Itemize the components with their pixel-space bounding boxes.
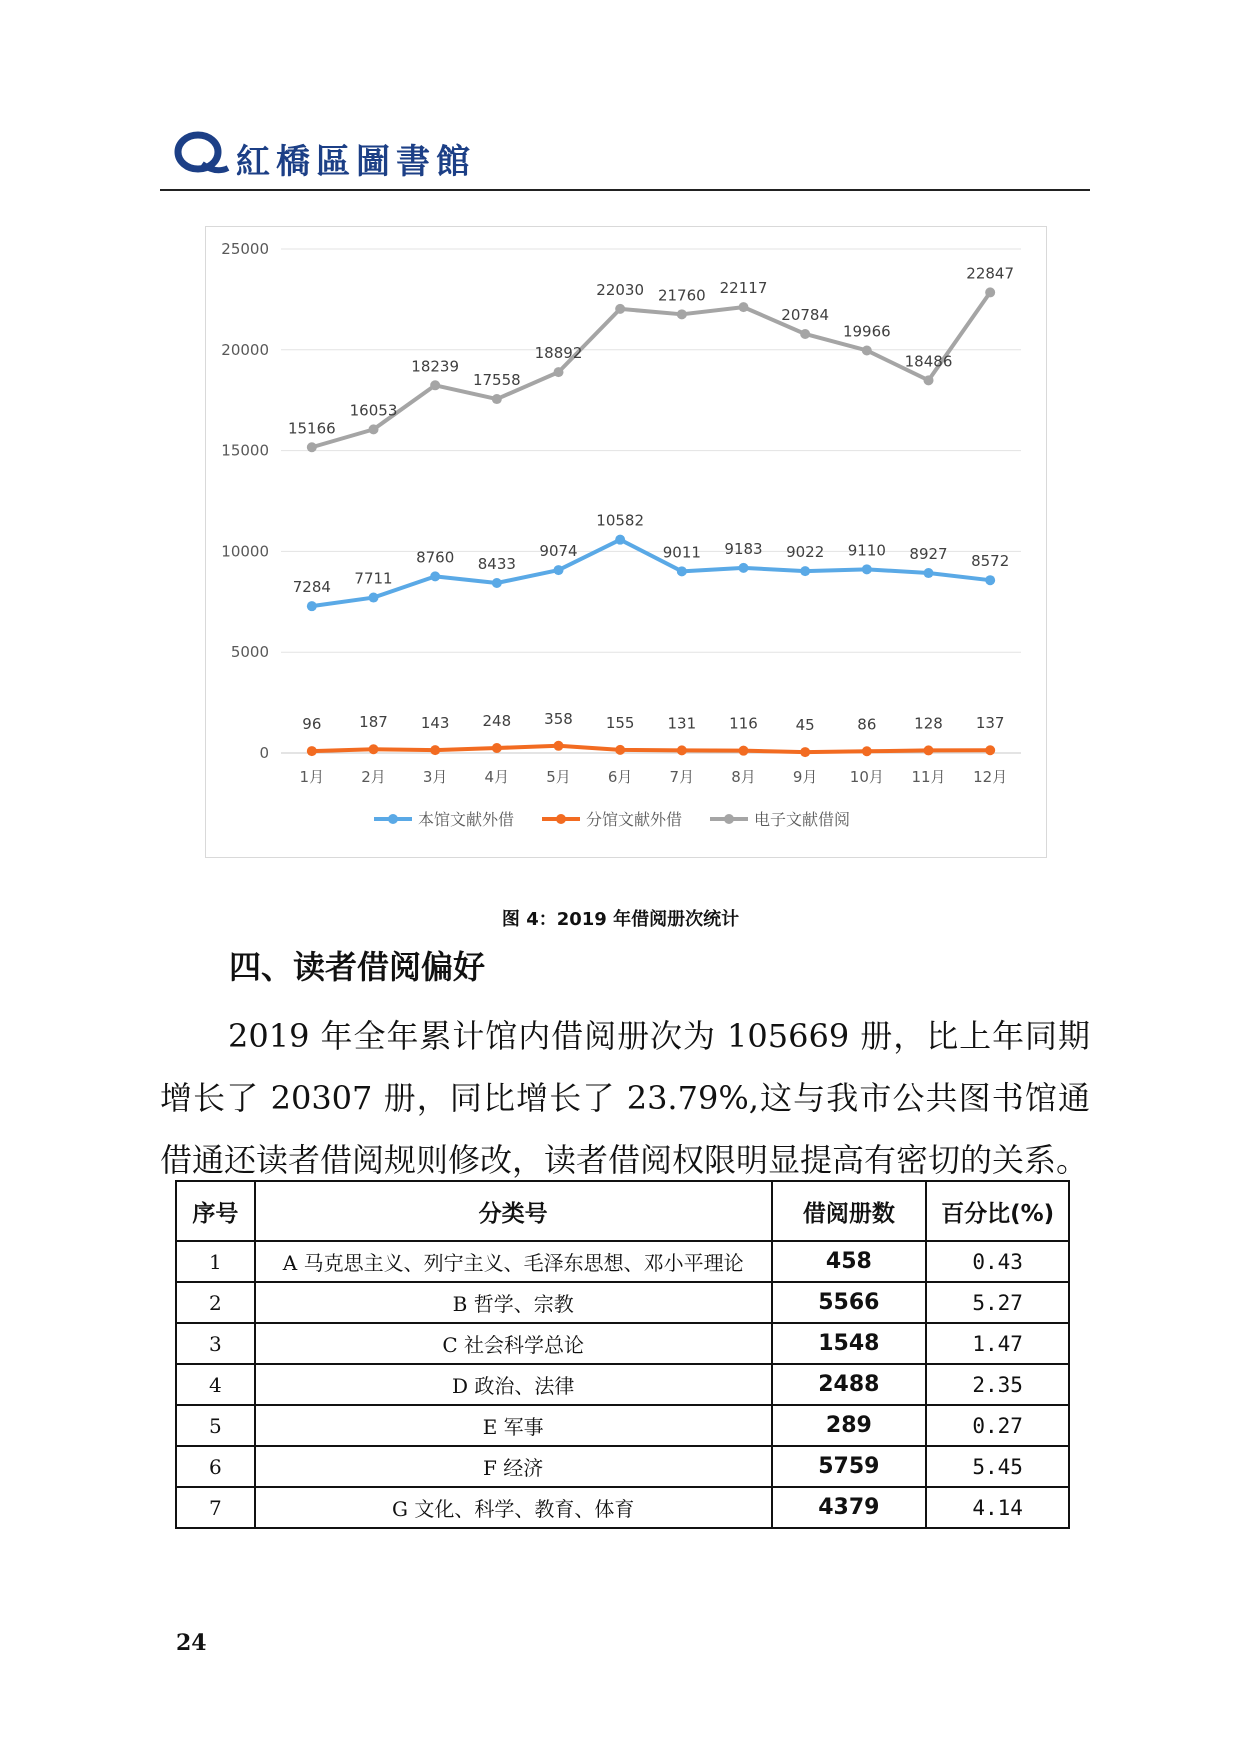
data-point xyxy=(739,746,749,756)
data-label: 131 xyxy=(667,714,697,733)
data-label: 9074 xyxy=(539,542,578,561)
row-no: 6 xyxy=(176,1446,255,1487)
data-point xyxy=(924,745,934,755)
x-tick-label: 12月 xyxy=(973,768,1008,786)
data-point xyxy=(492,743,502,753)
row-percent: 0.43 xyxy=(926,1241,1069,1282)
x-tick-label: 4月 xyxy=(484,768,510,786)
row-category: F 经济 xyxy=(255,1446,772,1487)
data-point xyxy=(985,745,995,755)
data-point xyxy=(739,302,749,312)
y-tick-label: 15000 xyxy=(221,441,269,460)
data-point xyxy=(369,424,379,434)
row-category: E 军事 xyxy=(255,1405,772,1446)
x-tick-label: 5月 xyxy=(546,768,571,786)
data-label: 22030 xyxy=(596,280,645,299)
borrowing-line-chart xyxy=(205,226,1047,858)
x-tick-label: 3月 xyxy=(422,768,448,786)
row-count: 2488 xyxy=(772,1364,927,1405)
table-row xyxy=(176,1364,1069,1405)
data-point xyxy=(554,565,564,575)
data-label: 358 xyxy=(544,709,573,728)
data-point xyxy=(492,394,502,404)
row-no: 2 xyxy=(176,1282,255,1323)
page-header xyxy=(160,128,1090,190)
row-category: A 马克思主义、列宁主义、毛泽东思想、邓小平理论 xyxy=(255,1241,772,1282)
data-point xyxy=(677,566,687,576)
data-label: 116 xyxy=(729,714,758,733)
y-tick-label: 20000 xyxy=(221,340,269,359)
header-count: 借阅册数 xyxy=(772,1181,927,1241)
y-tick-label: 5000 xyxy=(230,643,269,662)
data-label: 22117 xyxy=(719,279,768,298)
legend-label: 本馆文献外借 xyxy=(418,810,515,829)
data-label: 8760 xyxy=(416,548,455,567)
data-label: 7284 xyxy=(292,578,331,597)
header-divider xyxy=(160,189,1090,191)
data-label: 9022 xyxy=(786,543,825,562)
data-point xyxy=(369,744,379,754)
series-line xyxy=(312,746,990,752)
data-label: 16053 xyxy=(349,401,398,420)
y-tick-label: 25000 xyxy=(221,240,269,258)
data-point xyxy=(800,329,810,339)
data-label: 8572 xyxy=(971,552,1010,571)
section-title: 四、读者借阅偏好 xyxy=(229,948,486,986)
data-label: 9011 xyxy=(662,543,701,562)
row-no: 7 xyxy=(176,1487,255,1528)
data-label: 15166 xyxy=(287,419,336,438)
data-point xyxy=(985,575,995,585)
row-category: B 哲学、宗教 xyxy=(255,1282,772,1323)
data-label: 7711 xyxy=(354,569,393,588)
x-tick-label: 9月 xyxy=(792,768,818,786)
data-label: 137 xyxy=(975,714,1005,733)
data-label: 22847 xyxy=(966,264,1015,283)
chart-svg xyxy=(206,227,1046,857)
x-tick-label: 6月 xyxy=(607,768,633,786)
row-percent: 0.27 xyxy=(926,1405,1069,1446)
row-count: 1548 xyxy=(772,1323,927,1364)
x-tick-label: 1月 xyxy=(299,768,325,786)
row-percent: 5.45 xyxy=(926,1446,1069,1487)
row-no: 3 xyxy=(176,1323,255,1364)
row-percent: 4.14 xyxy=(926,1487,1069,1528)
row-count: 4379 xyxy=(772,1487,927,1528)
header-category: 分类号 xyxy=(255,1181,772,1241)
data-point xyxy=(800,566,810,576)
data-point xyxy=(615,535,625,545)
data-point xyxy=(862,564,872,574)
data-label: 9183 xyxy=(724,539,763,558)
table-row xyxy=(176,1405,1069,1446)
row-category: C 社会科学总论 xyxy=(255,1323,772,1364)
header-no: 序号 xyxy=(176,1181,255,1241)
data-label: 8433 xyxy=(477,554,516,573)
library-logo-icon xyxy=(172,128,230,178)
data-point xyxy=(554,741,564,751)
figure-caption: 图 4：2019 年借阅册次统计 xyxy=(501,909,740,930)
data-label: 19966 xyxy=(842,322,891,341)
legend-marker xyxy=(556,814,566,824)
row-percent: 1.47 xyxy=(926,1323,1069,1364)
library-name: 紅橋區圖書館 xyxy=(236,142,476,182)
data-point xyxy=(677,745,687,755)
data-label: 143 xyxy=(420,714,450,733)
data-point xyxy=(430,745,440,755)
row-percent: 2.35 xyxy=(926,1364,1069,1405)
data-point xyxy=(307,601,317,611)
data-label: 18486 xyxy=(904,352,953,371)
data-label: 8927 xyxy=(909,545,948,564)
table-header-row xyxy=(176,1181,1069,1241)
data-point xyxy=(554,367,564,377)
table-row xyxy=(176,1241,1069,1282)
data-point xyxy=(430,380,440,390)
body-paragraph: 2019 年全年累计馆内借阅册次为 105669 册，比上年同期增长了 20307 册，同比增长了 23.79%,这与我市公共图书馆通借通还读者借阅规则修改，读者借阅权限明显提高有密切的关系。 xyxy=(160,1017,1090,1179)
data-point xyxy=(985,287,995,297)
data-point xyxy=(369,593,379,603)
row-no: 1 xyxy=(176,1241,255,1282)
data-label: 10582 xyxy=(596,511,645,530)
series-line xyxy=(312,540,990,606)
data-label: 20784 xyxy=(781,305,830,324)
table-row xyxy=(176,1282,1069,1323)
table-row xyxy=(176,1323,1069,1364)
data-point xyxy=(615,304,625,314)
data-point xyxy=(677,309,687,319)
data-label: 21760 xyxy=(657,286,706,305)
row-category: G 文化、科学、教育、体育 xyxy=(255,1487,772,1528)
header-percent: 百分比(%) xyxy=(926,1181,1069,1241)
row-count: 289 xyxy=(772,1405,927,1446)
data-label: 86 xyxy=(857,715,877,734)
data-label: 9110 xyxy=(847,541,886,560)
data-point xyxy=(862,345,872,355)
table-row xyxy=(176,1446,1069,1487)
row-no: 4 xyxy=(176,1364,255,1405)
row-no: 5 xyxy=(176,1405,255,1446)
data-point xyxy=(924,568,934,578)
row-count: 458 xyxy=(772,1241,927,1282)
x-tick-label: 10月 xyxy=(849,768,884,786)
category-table xyxy=(175,1180,1070,1529)
legend-label: 电子文献借阅 xyxy=(754,810,851,829)
x-tick-label: 2月 xyxy=(361,768,386,786)
legend-label: 分馆文献外借 xyxy=(586,810,683,829)
legend-marker xyxy=(388,814,398,824)
row-count: 5566 xyxy=(772,1282,927,1323)
data-label: 155 xyxy=(605,713,635,732)
data-label: 18239 xyxy=(411,357,460,376)
x-tick-label: 7月 xyxy=(669,768,695,786)
row-percent: 5.27 xyxy=(926,1282,1069,1323)
row-category: D 政治、法律 xyxy=(255,1364,772,1405)
data-label: 128 xyxy=(914,714,943,733)
legend-marker xyxy=(724,814,734,824)
data-label: 187 xyxy=(359,713,388,732)
data-point xyxy=(739,563,749,573)
x-tick-label: 11月 xyxy=(911,768,946,786)
data-point xyxy=(307,746,317,756)
data-point xyxy=(307,442,317,452)
data-label: 45 xyxy=(795,716,815,735)
data-point xyxy=(492,578,502,588)
data-label: 18892 xyxy=(534,344,583,363)
x-tick-label: 8月 xyxy=(731,768,756,786)
data-point xyxy=(862,746,872,756)
y-tick-label: 10000 xyxy=(221,542,269,561)
data-label: 96 xyxy=(302,715,322,734)
data-label: 248 xyxy=(482,712,512,731)
row-count: 5759 xyxy=(772,1446,927,1487)
data-point xyxy=(800,747,810,757)
table-row xyxy=(176,1487,1069,1528)
page-number: 24 xyxy=(176,1630,207,1656)
data-point xyxy=(430,571,440,581)
data-label: 17558 xyxy=(472,371,521,390)
y-tick-label: 0 xyxy=(259,744,269,762)
data-point xyxy=(924,375,934,385)
data-point xyxy=(615,745,625,755)
